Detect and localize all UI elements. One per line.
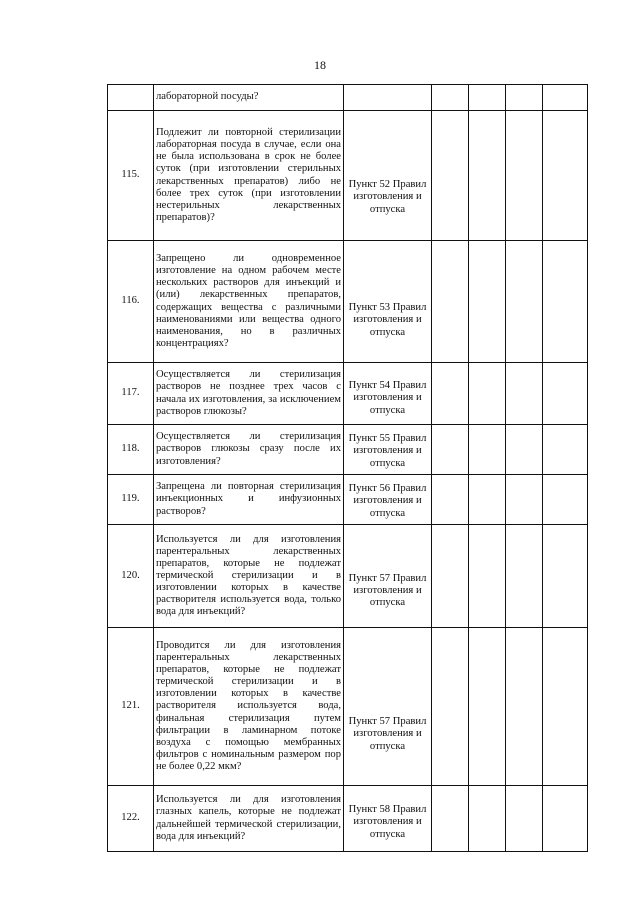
- answer-cell: [543, 475, 588, 525]
- answer-cell: [543, 786, 588, 852]
- question-text: Подлежит ли повторной стерилизации лабораторная посуда в случае, если она не была использована в срок не более суток (при изготовлении стерильных лекарственных препаратов) либо не более трех суток (при изготовлении нестерильных лекарственных препаратов)?: [154, 111, 344, 241]
- question-text: Проводится ли для изготовления парентеральных лекарственных препаратов, которые не подлежат термической стерилизации и в изготовлении которых в качестве растворителя используется вода, финальная стерилизация путем фильтрации в ламинарном потоке воздуха с помощью мембранных фильтров с номинальным размером пор не более 0,22 мкм?: [154, 628, 344, 786]
- answer-cell: [506, 628, 543, 786]
- question-text: Осуществляется ли стерилизация растворов глюкозы сразу после их изготовления?: [154, 425, 344, 475]
- row-number: 120.: [108, 525, 154, 628]
- answer-cell: [469, 241, 506, 363]
- answer-cell: [469, 525, 506, 628]
- table-row: [108, 475, 588, 525]
- row-number: 116.: [108, 241, 154, 363]
- row-number: 121.: [108, 628, 154, 786]
- table-row: [108, 85, 588, 111]
- reference-text: Пункт 53 Правил изготовления и отпуска: [344, 241, 432, 363]
- table-row: [108, 425, 588, 475]
- answer-cell: [469, 786, 506, 852]
- table-row: [108, 786, 588, 852]
- answer-cell: [432, 111, 469, 241]
- table-row: [108, 363, 588, 425]
- answer-cell: [432, 241, 469, 363]
- answer-cell: [469, 85, 506, 111]
- answer-cell: [432, 425, 469, 475]
- table-row: [108, 525, 588, 628]
- answer-cell: [543, 241, 588, 363]
- answer-cell: [432, 525, 469, 628]
- answer-cell: [432, 628, 469, 786]
- answer-cell: [432, 786, 469, 852]
- row-number: 119.: [108, 475, 154, 525]
- answer-cell: [506, 111, 543, 241]
- row-number: [108, 85, 154, 111]
- reference-text: [344, 85, 432, 111]
- reference-text: Пункт 55 Правил изготовления и отпуска: [344, 425, 432, 475]
- answer-cell: [543, 85, 588, 111]
- question-text: Используется ли для изготовления глазных капель, которые не подлежат дальнейшей термической стерилизации, вода для инъекций?: [154, 786, 344, 852]
- table-row: [108, 628, 588, 786]
- answer-cell: [432, 85, 469, 111]
- answer-cell: [506, 525, 543, 628]
- answer-cell: [543, 425, 588, 475]
- row-number: 117.: [108, 363, 154, 425]
- reference-text: Пункт 54 Правил изготовления и отпуска: [344, 363, 432, 425]
- table-row: [108, 111, 588, 241]
- answer-cell: [506, 425, 543, 475]
- answer-cell: [469, 475, 506, 525]
- table-row: [108, 241, 588, 363]
- answer-cell: [469, 111, 506, 241]
- question-text: Используется ли для изготовления парентеральных лекарственных препаратов, которые не подлежат термической стерилизации и в изготовлении которых в качестве растворителя используется вода, только вода для инъекций?: [154, 525, 344, 628]
- answer-cell: [506, 85, 543, 111]
- reference-text: Пункт 56 Правил изготовления и отпуска: [344, 475, 432, 525]
- answer-cell: [469, 628, 506, 786]
- answer-cell: [469, 425, 506, 475]
- question-text: лабораторной посуды?: [154, 85, 344, 111]
- question-text: Запрещена ли повторная стерилизация инъекционных и инфузионных растворов?: [154, 475, 344, 525]
- row-number: 115.: [108, 111, 154, 241]
- reference-text: Пункт 52 Правил изготовления и отпуска: [344, 111, 432, 241]
- row-number: 122.: [108, 786, 154, 852]
- answer-cell: [432, 363, 469, 425]
- answer-cell: [543, 111, 588, 241]
- reference-text: Пункт 57 Правил изготовления и отпуска: [344, 628, 432, 786]
- question-text: Осуществляется ли стерилизация растворов не позднее трех часов с начала их изготовления, за исключением растворов глюкозы?: [154, 363, 344, 425]
- answer-cell: [506, 241, 543, 363]
- question-text: Запрещено ли одновременное изготовление на одном рабочем месте нескольких растворов для инъекций и (или) лекарственных препаратов, содержащих вещества с различными наименованиями или вещества одного наименования, но в различных концентрациях?: [154, 241, 344, 363]
- answer-cell: [506, 475, 543, 525]
- answer-cell: [506, 363, 543, 425]
- answer-cell: [469, 363, 506, 425]
- answer-cell: [506, 786, 543, 852]
- answer-cell: [543, 628, 588, 786]
- row-number: 118.: [108, 425, 154, 475]
- answer-cell: [432, 475, 469, 525]
- answer-cell: [543, 363, 588, 425]
- reference-text: Пункт 57 Правил изготовления и отпуска: [344, 525, 432, 628]
- reference-text: Пункт 58 Правил изготовления и отпуска: [344, 786, 432, 852]
- page-number: 18: [314, 58, 326, 72]
- checklist-table: [107, 84, 588, 852]
- answer-cell: [543, 525, 588, 628]
